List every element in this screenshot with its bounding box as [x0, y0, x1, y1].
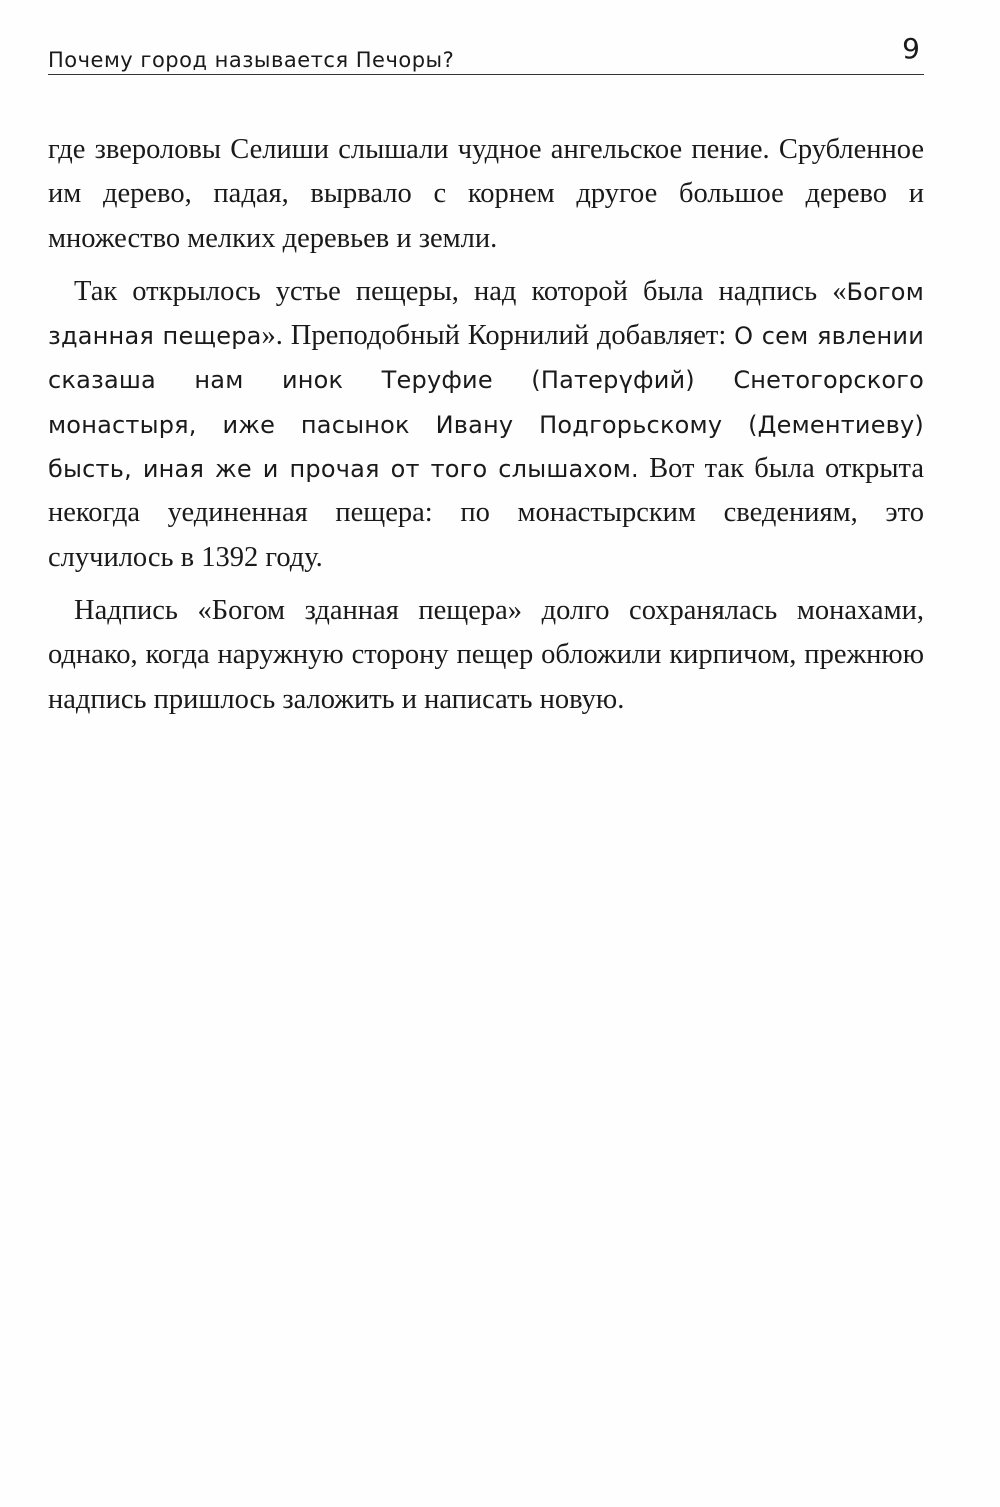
- quotation-slavonic: О сем явлении сказаша нам инок Теруфие (Патерүфий) Снетогорского монастыря, иже пасынок Ивану Подгорьскому (Дементиеву) бысть, иная же и прочая от того слышахом.: [48, 322, 925, 484]
- paragraph-2-text-after: Вот так была открыта некогда уединенная пещера: по монастырским сведениям, это случилось в 1392 году.: [48, 453, 924, 573]
- paragraph-1: где звероловы Селиши слышали чудное ангельское пение. Срубленное им дерево, падая, вырвало с корнем другое большое дерево и множество мелких деревьев и земли.: [48, 134, 924, 254]
- paragraph-2-text-middle: ». Преподобный Корнилий добавляет:: [261, 320, 735, 352]
- paragraph-2: [48, 270, 924, 580]
- paragraph-3: Надпись «Богом зданная пещера» долго сохранялась монахами, однако, когда наружную сторону пещер обложили кирпичом, прежнюю надпись пришлось заложить и написать новую.: [48, 594, 924, 715]
- page-number: 9: [902, 32, 920, 65]
- running-title: Почему город называется Печоры?: [48, 48, 455, 72]
- header-rule: [48, 74, 924, 75]
- paragraph-2-text-before: Так открылось устье пещеры, над которой была надпись «: [74, 275, 847, 307]
- body-text: [48, 128, 924, 731]
- inscription-slavonic: Богом зданная пещера: [48, 277, 924, 351]
- running-head: [48, 32, 924, 82]
